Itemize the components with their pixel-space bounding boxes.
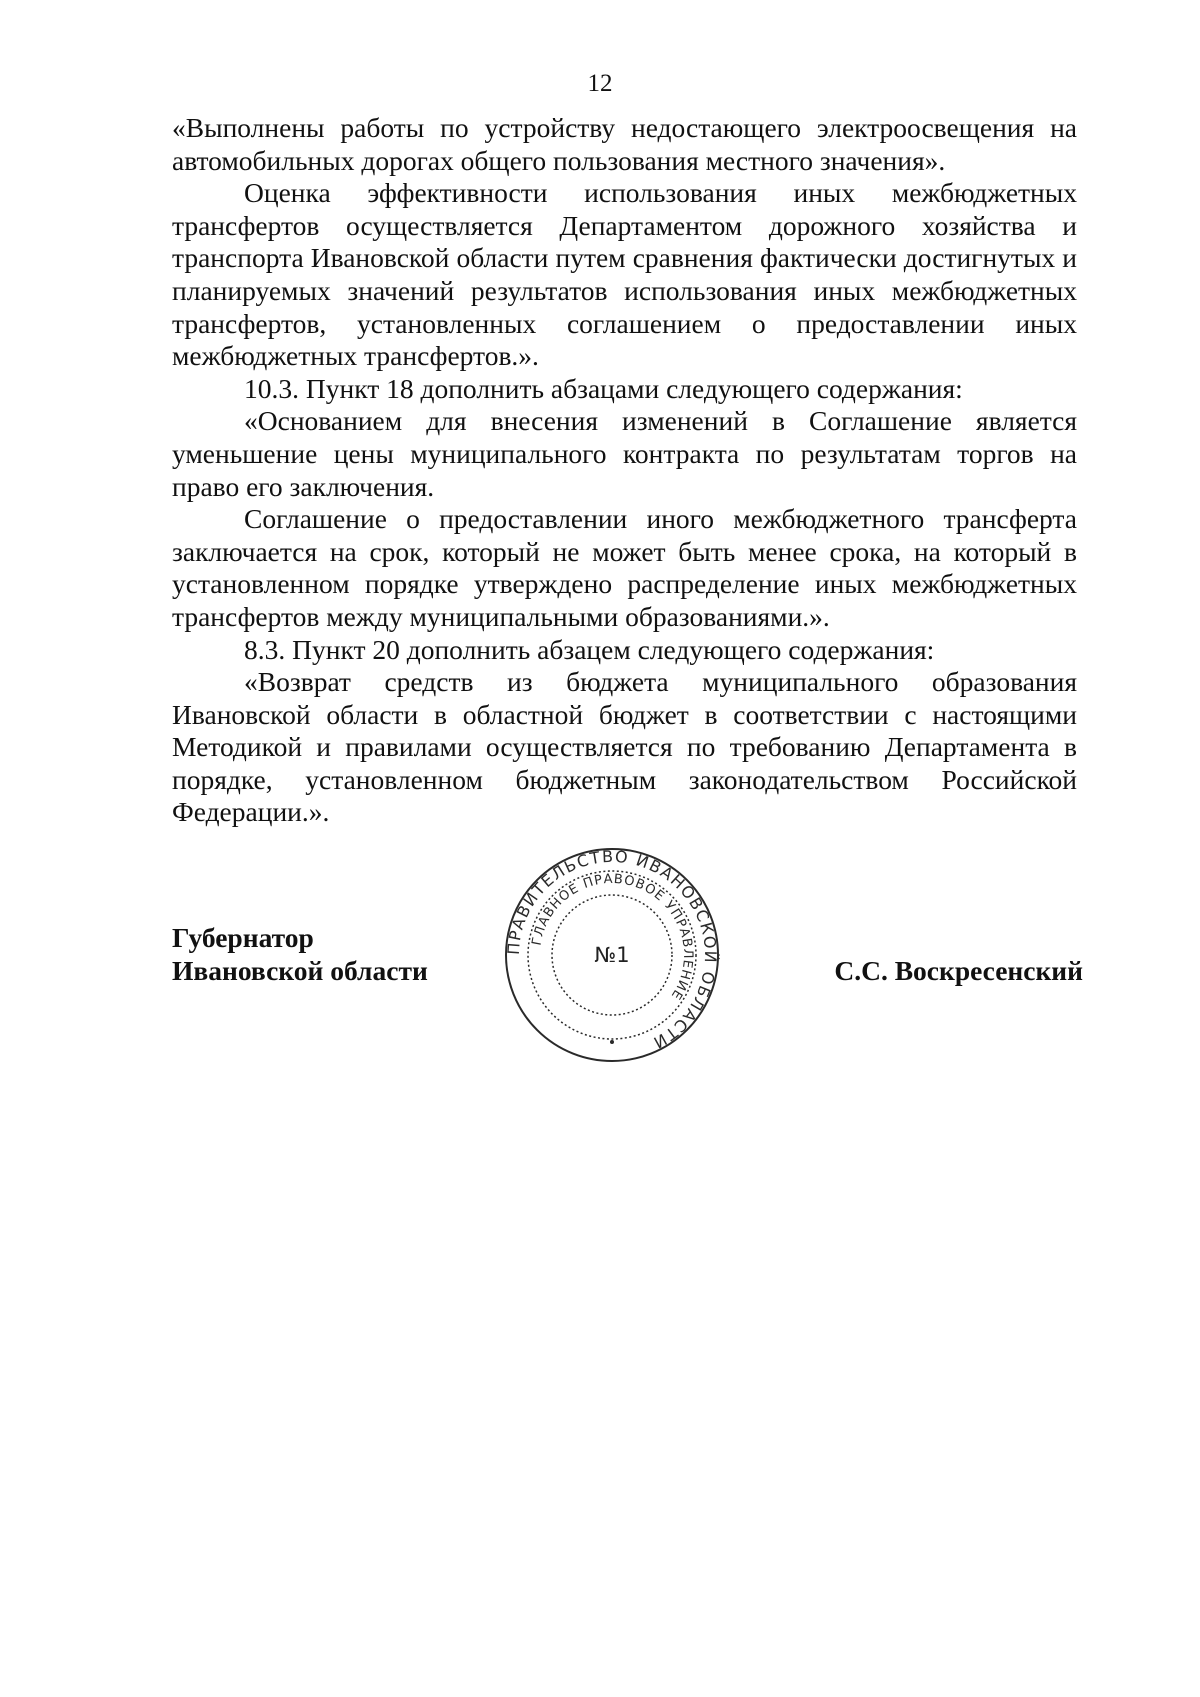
paragraph-5: Соглашение о предоставлении иного межбюджетного трансферта заключается на срок, который не может быть менее срока, на который в установленном порядке утверждено распределение иных межбюджетных трансфертов между муниципальными образованиями.». <box>172 503 1077 632</box>
paragraph-4: «Основанием для внесения изменений в Соглашение является уменьшение цены муниципального контракта по результатам торгов на право его заключения. <box>172 405 1077 502</box>
paragraph-2: Оценка эффективности использования иных межбюджетных трансфертов осуществляется Департаментом дорожного хозяйства и транспорта Ивановской области путем сравнения фактически достигнутых и планируемых значений результатов использования иных межбюджетных трансфертов, установленных соглашением о предоставлении иных межбюджетных трансфертов.». <box>172 177 1077 372</box>
official-seal <box>503 846 721 1064</box>
seal-graphic <box>503 846 721 1064</box>
paragraph-1: «Выполнены работы по устройству недостающего электроосвещения на автомобильных дорогах общего пользования местного значения». <box>172 112 1077 176</box>
signatory-position <box>172 922 428 987</box>
seal-center-text: №1 <box>594 943 630 967</box>
document-body <box>172 112 1077 829</box>
paragraph-7: «Возврат средств из бюджета муниципального образования Ивановской области в областной бюджет в соответствии с настоящими Методикой и правилами осуществляется по требованию Департамента в порядке, установленном бюджетным законодательством Российской Федерации.». <box>172 666 1077 828</box>
signatory-position-line-2: Ивановской области <box>172 954 428 986</box>
seal-outer-text-path: ПРАВИТЕЛЬСТВО ИВАНОВСКОЙ ОБЛАСТИ <box>503 846 721 1053</box>
seal-inner-text-path: ГЛАВНОЕ ПРАВОВОЕ УПРАВЛЕНИЕ <box>529 871 696 1003</box>
paragraph-6: 8.3. Пункт 20 дополнить абзацем следующего содержания: <box>244 633 935 665</box>
seal-inner-text <box>530 872 695 1003</box>
signatory-position-line-1: Губернатор <box>172 922 314 953</box>
paragraph-3: 10.3. Пункт 18 дополнить абзацами следующего содержания: <box>244 372 963 404</box>
page-number: 12 <box>587 70 613 97</box>
seal-dot <box>610 1040 614 1044</box>
signatory-name: С.С. Воскресенский <box>834 954 1083 986</box>
